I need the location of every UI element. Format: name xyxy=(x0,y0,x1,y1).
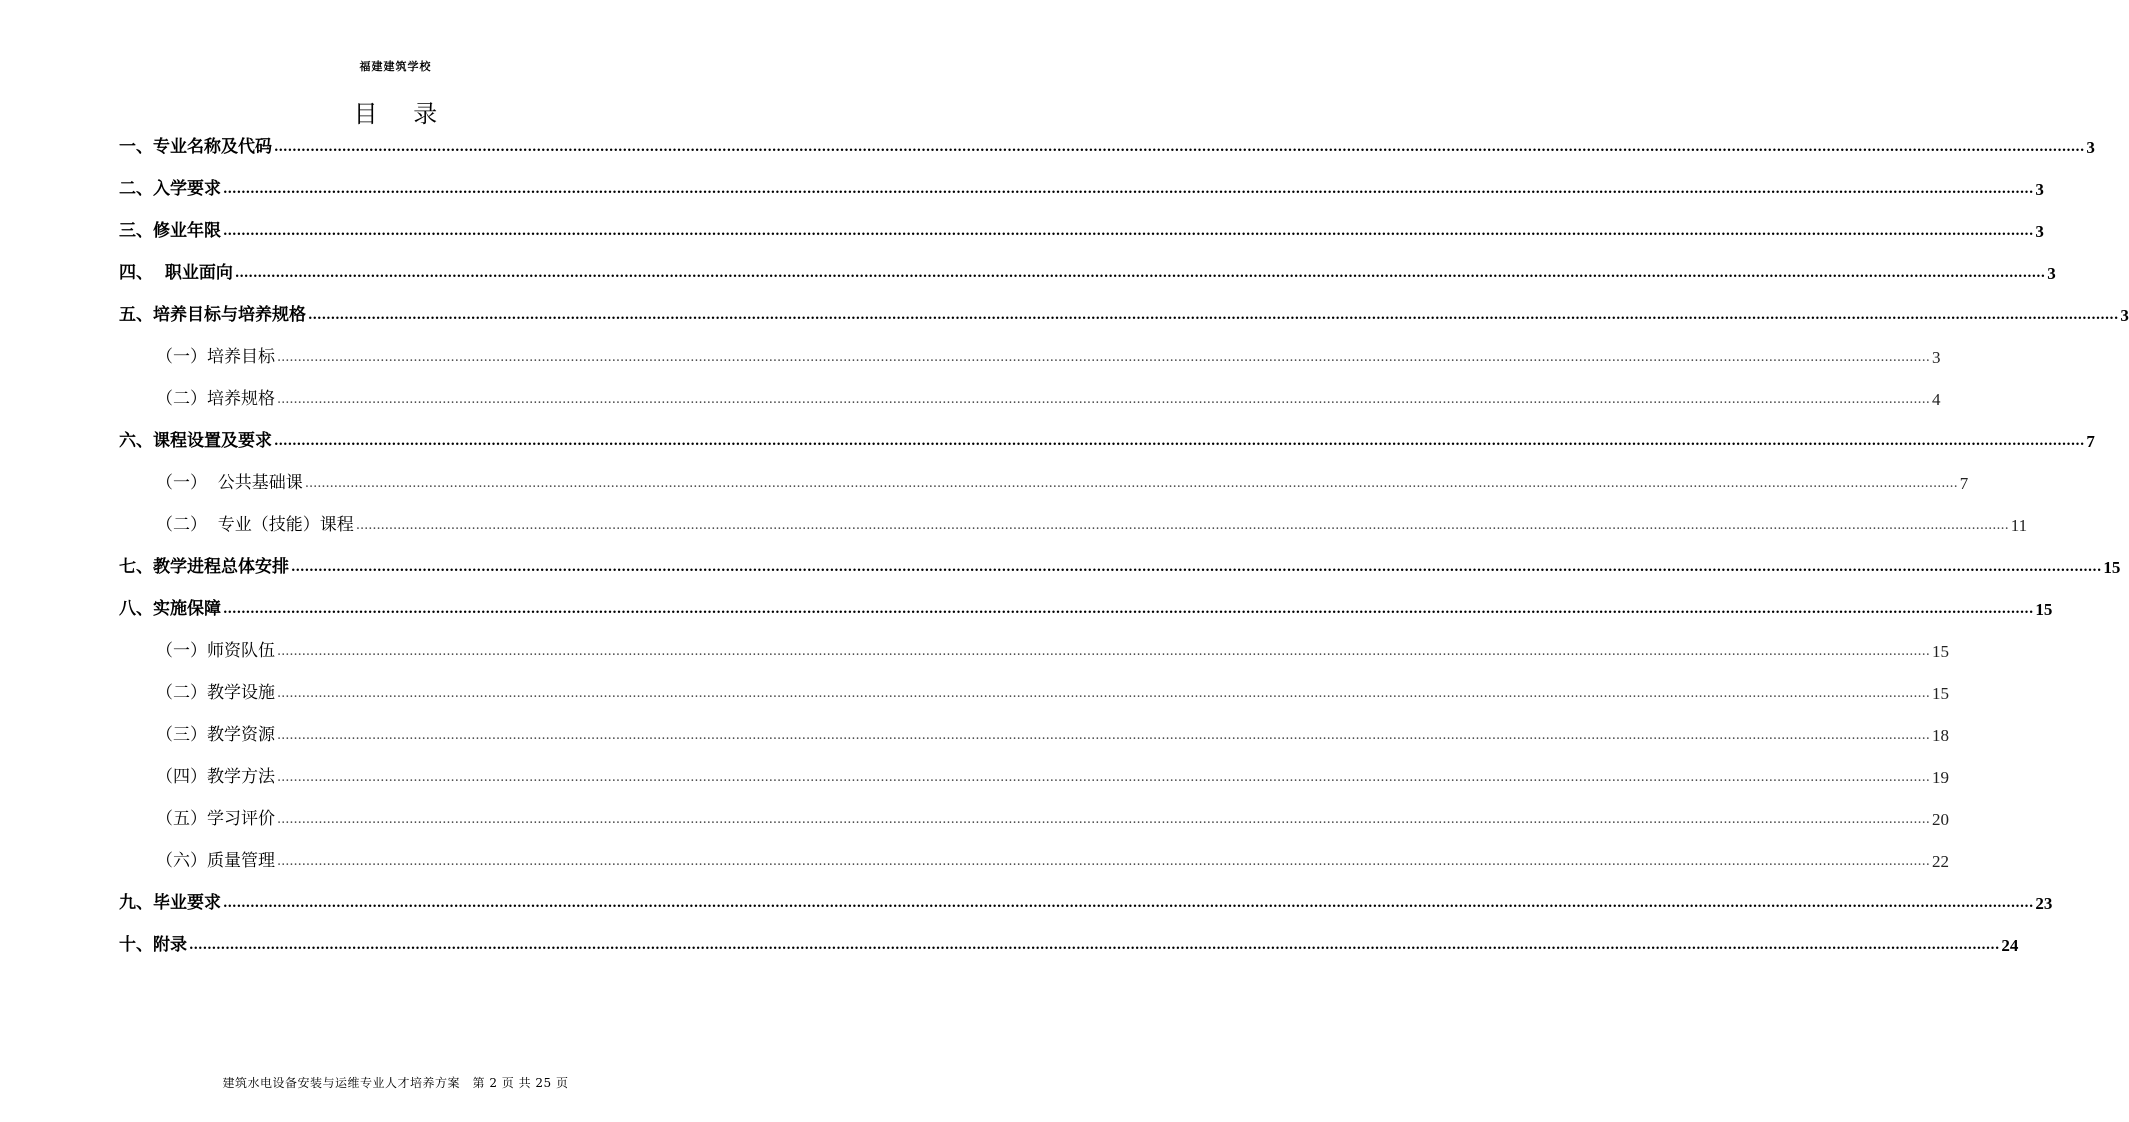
toc-dot-leader: ................................................................................................................................................................................................................................................................................................................................................................................................................ xyxy=(189,937,2000,953)
toc-subentry[interactable] xyxy=(119,504,2028,546)
toc-dot-leader: ................................................................................................................................................................................................................................................................................................................................................................................................................ xyxy=(277,391,1930,407)
toc-page-number: 15 xyxy=(2035,599,2053,619)
table-of-contents xyxy=(119,126,2129,966)
toc-dot-leader: ................................................................................................................................................................................................................................................................................................................................................................................................................ xyxy=(308,307,2119,323)
toc-dot-leader: ................................................................................................................................................................................................................................................................................................................................................................................................................ xyxy=(355,517,2009,533)
toc-dot-leader: ................................................................................................................................................................................................................................................................................................................................................................................................................ xyxy=(277,853,1930,869)
toc-page-number: 15 xyxy=(1931,641,1949,661)
toc-subentry[interactable] xyxy=(119,756,1949,798)
toc-page-number: 3 xyxy=(1931,347,1941,367)
toc-page-number: 7 xyxy=(1959,473,1969,493)
toc-subentry[interactable] xyxy=(119,378,1941,420)
toc-subentry[interactable] xyxy=(119,462,1969,504)
toc-dot-leader: ................................................................................................................................................................................................................................................................................................................................................................................................................ xyxy=(277,349,1930,365)
toc-entry-label: 四、 职业面向 xyxy=(119,262,233,283)
toc-entry-label: 五、培养目标与培养规格 xyxy=(119,304,306,325)
toc-entry[interactable] xyxy=(119,882,2053,924)
toc-page-number: 15 xyxy=(1931,683,1949,703)
toc-entry[interactable] xyxy=(119,420,2095,462)
toc-entry-label: （一）培养目标 xyxy=(156,346,275,367)
toc-dot-leader: ................................................................................................................................................................................................................................................................................................................................................................................................................ xyxy=(277,643,1930,659)
toc-page-number: 11 xyxy=(2010,515,2028,535)
toc-page-number: 3 xyxy=(2086,137,2095,157)
toc-page-number: 7 xyxy=(2086,431,2095,451)
toc-page-number: 3 xyxy=(2035,221,2044,241)
toc-subentry[interactable] xyxy=(119,672,1949,714)
page-header-school: 福建建筑学校 xyxy=(359,60,432,73)
toc-dot-leader: ................................................................................................................................................................................................................................................................................................................................................................................................................ xyxy=(223,895,2034,911)
toc-entry-label: 三、修业年限 xyxy=(119,220,221,241)
toc-entry-label: （二）教学设施 xyxy=(156,682,275,703)
toc-page-number: 3 xyxy=(2047,263,2056,283)
toc-subentry[interactable] xyxy=(119,336,1941,378)
toc-dot-leader: ................................................................................................................................................................................................................................................................................................................................................................................................................ xyxy=(291,559,2102,575)
toc-page-number: 4 xyxy=(1931,389,1941,409)
toc-entry-label: 七、教学进程总体安排 xyxy=(119,556,289,577)
toc-entry-label: （一） 公共基础课 xyxy=(156,472,303,493)
toc-entry-label: （二）培养规格 xyxy=(156,388,275,409)
toc-entry-label: （二） 专业（技能）课程 xyxy=(156,514,354,535)
toc-entry-label: （六）质量管理 xyxy=(156,850,275,871)
toc-entry-label: （一）师资队伍 xyxy=(156,640,275,661)
toc-entry[interactable] xyxy=(119,588,2053,630)
toc-entry[interactable] xyxy=(119,546,2121,588)
toc-page-number: 20 xyxy=(1931,809,1949,829)
toc-page-number: 22 xyxy=(1931,851,1949,871)
toc-entry-label: （四）教学方法 xyxy=(156,766,275,787)
toc-subentry[interactable] xyxy=(119,714,1949,756)
toc-entry-label: （五）学习评价 xyxy=(156,808,275,829)
toc-dot-leader: ................................................................................................................................................................................................................................................................................................................................................................................................................ xyxy=(223,601,2034,617)
toc-dot-leader: ................................................................................................................................................................................................................................................................................................................................................................................................................ xyxy=(304,475,1958,491)
toc-dot-leader: ................................................................................................................................................................................................................................................................................................................................................................................................................ xyxy=(277,685,1930,701)
toc-page-number: 3 xyxy=(2035,179,2044,199)
toc-entry[interactable] xyxy=(119,294,2129,336)
toc-entry-label: 九、毕业要求 xyxy=(119,892,221,913)
toc-page-number: 24 xyxy=(2001,935,2019,955)
toc-dot-leader: ................................................................................................................................................................................................................................................................................................................................................................................................................ xyxy=(274,433,2085,449)
toc-entry[interactable] xyxy=(119,210,2044,252)
toc-subentry[interactable] xyxy=(119,630,1949,672)
toc-subentry[interactable] xyxy=(119,840,1949,882)
toc-page-number: 15 xyxy=(2103,557,2121,577)
toc-dot-leader: ................................................................................................................................................................................................................................................................................................................................................................................................................ xyxy=(274,139,2085,155)
toc-subentry[interactable] xyxy=(119,798,1949,840)
toc-dot-leader: ................................................................................................................................................................................................................................................................................................................................................................................................................ xyxy=(223,223,2034,239)
toc-entry-label: 一、专业名称及代码 xyxy=(119,136,272,157)
toc-dot-leader: ................................................................................................................................................................................................................................................................................................................................................................................................................ xyxy=(234,265,2046,281)
toc-entry[interactable] xyxy=(119,126,2095,168)
toc-page-number: 3 xyxy=(2120,305,2129,325)
toc-entry[interactable] xyxy=(119,924,2019,966)
toc-entry[interactable] xyxy=(119,252,2056,294)
toc-dot-leader: ................................................................................................................................................................................................................................................................................................................................................................................................................ xyxy=(277,727,1930,743)
toc-entry-label: 十、附录 xyxy=(119,934,187,955)
toc-page-number: 23 xyxy=(2035,893,2053,913)
toc-entry-label: （三）教学资源 xyxy=(156,724,275,745)
toc-entry-label: 二、入学要求 xyxy=(119,178,221,199)
toc-page-number: 18 xyxy=(1931,725,1949,745)
toc-entry-label: 八、实施保障 xyxy=(119,598,221,619)
toc-dot-leader: ................................................................................................................................................................................................................................................................................................................................................................................................................ xyxy=(277,811,1930,827)
page-title: 目 录 xyxy=(353,100,452,128)
toc-dot-leader: ................................................................................................................................................................................................................................................................................................................................................................................................................ xyxy=(277,769,1930,785)
toc-entry-label: 六、课程设置及要求 xyxy=(119,430,272,451)
page-footer: 建筑水电设备安装与运维专业人才培养方案 第 2 页 共 25 页 xyxy=(222,1076,569,1090)
toc-page-number: 19 xyxy=(1931,767,1949,787)
toc-entry[interactable] xyxy=(119,168,2044,210)
toc-dot-leader: ................................................................................................................................................................................................................................................................................................................................................................................................................ xyxy=(223,181,2034,197)
